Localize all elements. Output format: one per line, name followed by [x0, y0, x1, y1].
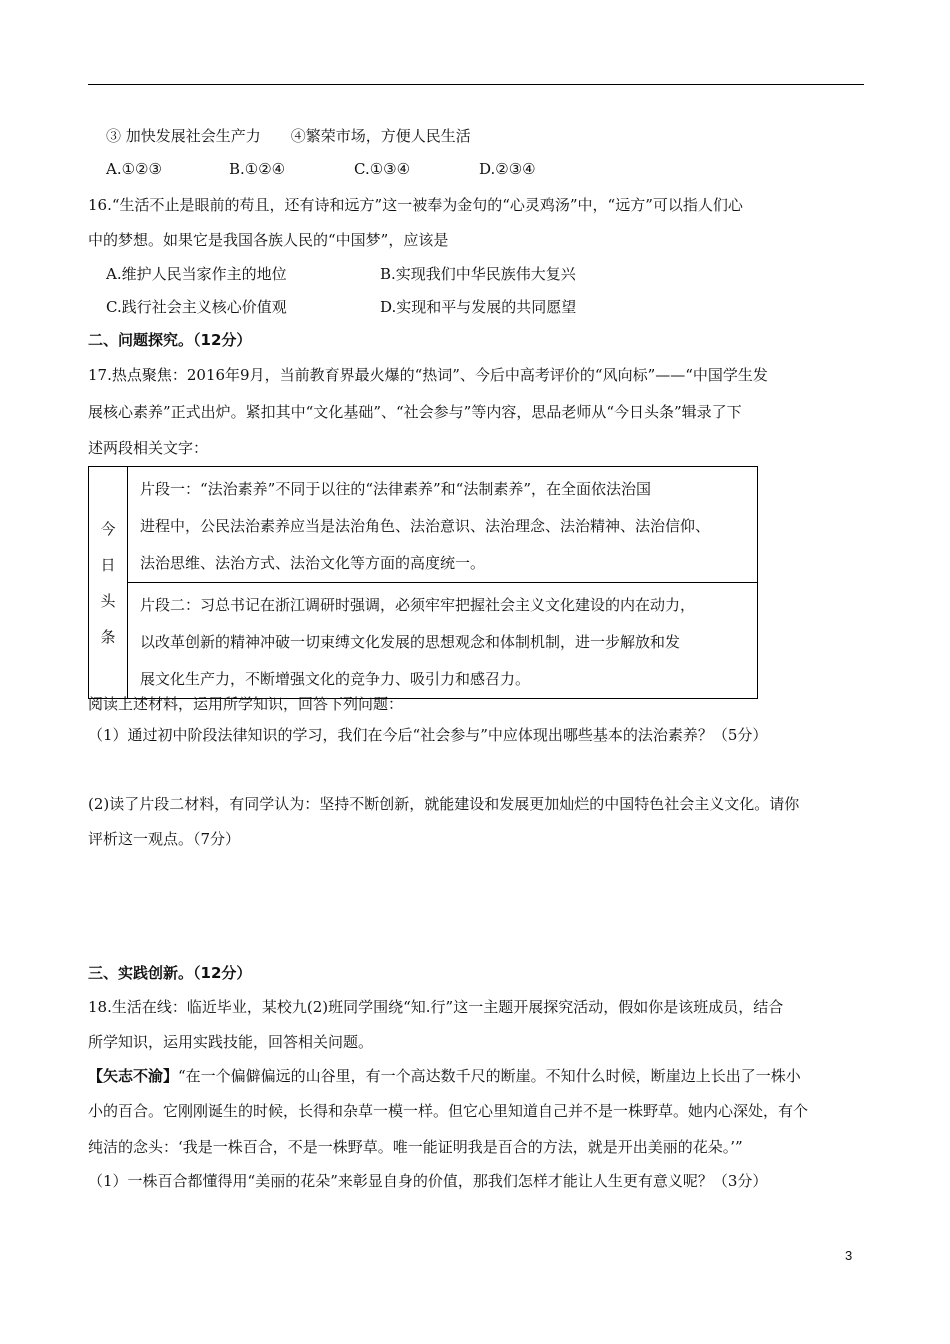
q17-stem-line1: 17.热点聚焦：2016年9月，当前教育界最火爆的“热词”、今后中高考评价的“风向标”——“中国学生发 — [88, 366, 768, 384]
q15-option-d: D.②③④ — [479, 160, 536, 178]
q16-stem-line1: 16.“生活不止是眼前的苟且，还有诗和远方”这一被奉为金句的“心灵鸡汤”中，“远方”可以指人们心 — [88, 196, 743, 214]
news-excerpt-table — [88, 466, 758, 699]
q16-option-c: C.践行社会主义核心价值观 — [106, 298, 287, 316]
fragment-one-cell — [128, 467, 758, 583]
q18-tag: 【矢志不渝】 — [88, 1067, 179, 1085]
side-char-4: 条 — [100, 627, 116, 646]
q18-paragraph-line3: 纯洁的念头：‘我是一株百合，不是一株野草。唯一能证明我是百合的方法，就是开出美丽的花朵。’” — [88, 1138, 743, 1156]
side-char-1: 今 — [100, 519, 116, 538]
fragment-one-line1: 片段一：“法治素养”不同于以往的“法律素养”和“法制素养”，在全面依法治国 — [140, 480, 652, 498]
fragment-two-line3: 展文化生产力，不断增强文化的竞争力、吸引力和感召力。 — [140, 670, 531, 688]
q17-sub2-line1: (2)读了片段二材料，有同学认为：坚持不断创新，就能建设和发展更加灿烂的中国特色社会主义文化。请你 — [88, 795, 800, 813]
q16-option-d: D.实现和平与发展的共同愿望 — [380, 298, 577, 316]
fragment-two-line1: 片段二：习总书记在浙江调研时强调，必须牢牢把握社会主义文化建设的内在动力， — [140, 596, 696, 614]
q17-sub2-line2: 评析这一观点。（7分） — [88, 830, 241, 848]
q15-option-c: C.①③④ — [354, 160, 411, 178]
page-number: 3 — [845, 1248, 853, 1263]
q15-option-a: A.①②③ — [106, 160, 162, 178]
q18-paragraph-text1: “在一个偏僻偏远的山谷里，有一个高达数千尺的断崖。不知什么时候，断崖边上长出了一株小 — [178, 1067, 801, 1085]
side-char-3: 头 — [100, 591, 116, 610]
q17-stem-line2: 展核心素养”正式出炉。紧扣其中“文化基础”、“社会参与”等内容，思品老师从“今日头条”辑录了下 — [88, 403, 742, 421]
q16-stem-line2: 中的梦想。如果它是我国各族人民的“中国梦”，应该是 — [88, 231, 449, 249]
header-rule — [88, 84, 864, 85]
q15-choices-line: ③ 加快发展社会生产力 ④繁荣市场，方便人民生活 — [106, 127, 471, 145]
side-char-2: 日 — [100, 555, 116, 574]
q15-option-b: B.①②④ — [229, 160, 286, 178]
q16-option-b: B.实现我们中华民族伟大复兴 — [380, 265, 576, 283]
q18-paragraph-line1 — [88, 1066, 801, 1086]
q17-instruction: 阅读上述材料，运用所学知识，回答下列问题： — [88, 695, 404, 713]
fragment-two-line2: 以改革创新的精神冲破一切束缚文化发展的思想观念和体制机制，进一步解放和发 — [140, 633, 681, 651]
q17-stem-line3: 述两段相关文字： — [88, 439, 209, 457]
q16-option-a: A.维护人民当家作主的地位 — [106, 265, 287, 283]
q18-stem-line1: 18.生活在线：临近毕业，某校九(2)班同学围绕“知.行”这一主题开展探究活动，假如你是该班成员，结合 — [88, 998, 784, 1016]
table-side-label — [89, 467, 128, 699]
fragment-two-cell — [128, 583, 758, 699]
q18-sub1: （1）一株百合都懂得用“美丽的花朵”来彰显自身的价值，那我们怎样才能让人生更有意义呢？（3分） — [88, 1172, 768, 1190]
section2-heading: 二、问题探究。（12分） — [88, 331, 252, 349]
fragment-one-line3: 法治思维、法治方式、法治文化等方面的高度统一。 — [140, 554, 486, 572]
q18-stem-line2: 所学知识，运用实践技能，回答相关问题。 — [88, 1033, 374, 1051]
q17-sub1: （1）通过初中阶段法律知识的学习，我们在今后“社会参与”中应体现出哪些基本的法治素养？（5分） — [88, 726, 768, 744]
section3-heading: 三、实践创新。（12分） — [88, 964, 252, 982]
fragment-one-line2: 进程中，公民法治素养应当是法治角色、法治意识、法治理念、法治精神、法治信仰、 — [140, 517, 711, 535]
q18-paragraph-line2: 小的百合。它刚刚诞生的时候，长得和杂草一模一样。但它心里知道自己并不是一株野草。她内心深处，有个 — [88, 1102, 809, 1120]
